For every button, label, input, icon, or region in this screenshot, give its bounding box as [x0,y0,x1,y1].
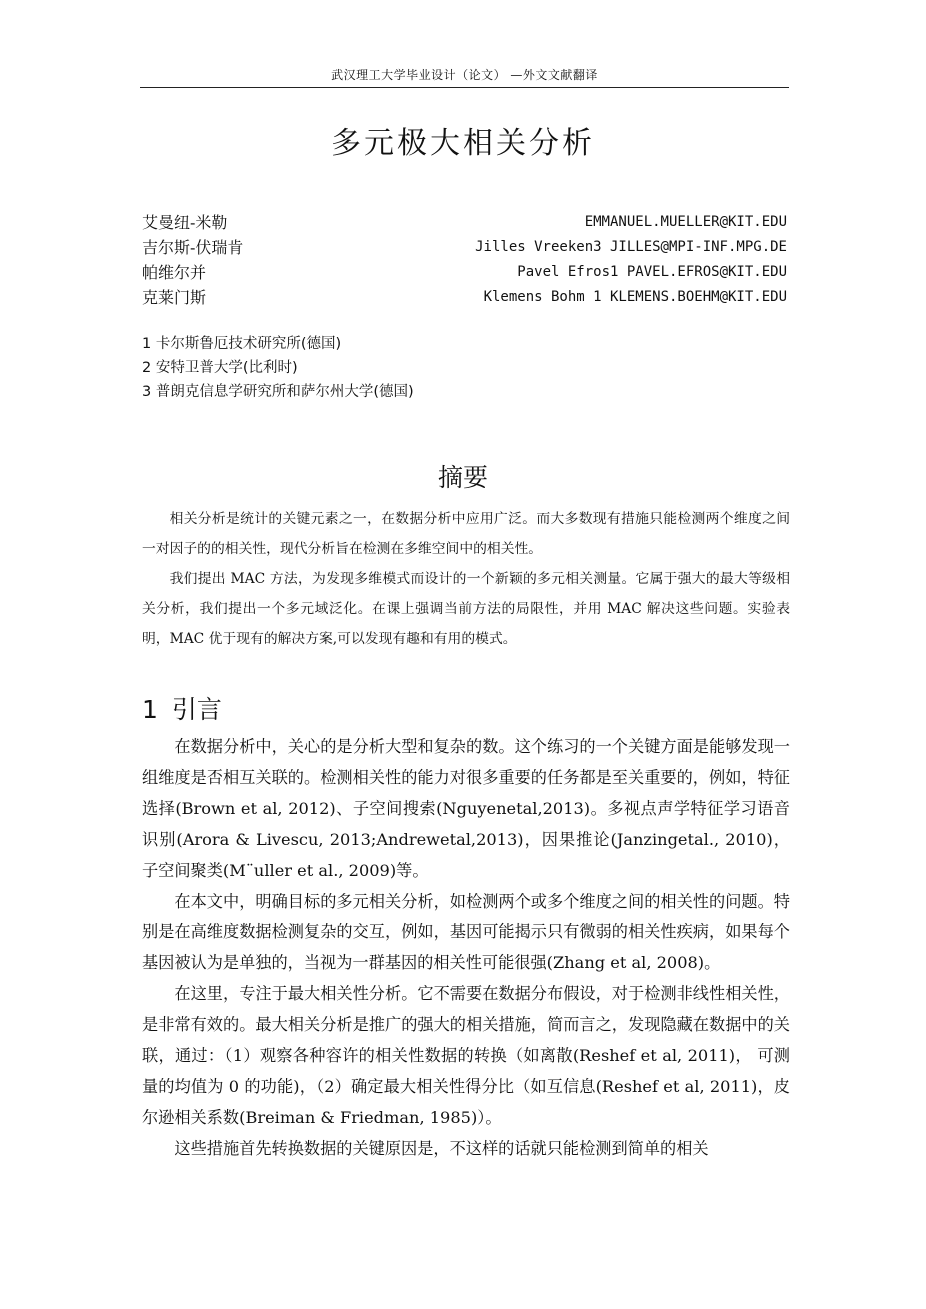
author-email: Klemens Bohm 1 KLEMENS.BOEHM@KIT.EDU [483,289,787,305]
affiliation-item: 2 安特卫普大学(比利时) [142,360,298,376]
author-name: 帕维尔并 [142,263,207,282]
affiliations [142,332,414,404]
author-email: Pavel Efros1 PAVEL.EFROS@KIT.EDU [517,264,787,280]
author-email: EMMANUEL.MUELLER@KIT.EDU [584,214,787,230]
affiliation-item: 1 卡尔斯鲁厄技术研究所(德国) [142,336,342,352]
body-paragraph: 在这里，专注于最大相关性分析。它不需要在数据分布假设，对于检测非线性相关性，是非常有效的。最大相关分析是推广的强大的相关措施，简而言之，发现隐藏在数据中的关联，通过：（1）观察各种容许的相关性数据的转换（如离散(Reshef et al, 2011)， 可测量的均值为 0 的功能)，（2）确定最大相关性得分比（如互信息(Reshef et al, 2011)，皮尔逊相关系数(Breiman & Friedman, 1985)）。 [142,984,790,1127]
section-body [142,732,790,1165]
section-title: 引言 [171,695,222,724]
author-name: 克莱门斯 [142,288,207,307]
author-name: 艾曼纽-米勒 [142,213,228,232]
author-email: Jilles Vreeken3 JILLES@MPI-INF.MPG.DE [475,239,787,255]
body-paragraph: 这些措施首先转换数据的关键原因是，不这样的话就只能检测到简单的相关 [174,1138,709,1158]
author-name: 吉尔斯-伏瑞肯 [142,238,244,257]
author-block [142,210,787,310]
author-row [142,285,787,310]
body-paragraph: 在本文中，明确目标的多元相关分析，如检测两个或多个维度之间的相关性的问题。特别是在高维度数据检测复杂的交互，例如，基因可能揭示只有微弱的相关性疾病，如果每个基因被认为是单独的，当视为一群基因的相关性可能很强(Zhang et al, 2008)。 [142,891,790,973]
section-number: 1 [142,695,158,724]
author-row [142,235,787,260]
affiliation-item: 3 普朗克信息学研究所和萨尔州大学(德国) [142,384,414,400]
abstract-heading: 摘要 [437,463,488,492]
abstract-paragraph: 我们提出 MAC 方法，为发现多维模式而设计的一个新颖的多元相关测量。它属于强大的最大等级相关分析，我们提出一个多元域泛化。在课上强调当前方法的局限性，并用 MAC 解决这些问题。实验表明，MAC 优于现有的解决方案,可以发现有趣和有用的模式。 [142,571,790,647]
paper-title: 多元极大相关分析 [331,126,595,161]
abstract-body [142,504,790,654]
section-heading [142,690,222,726]
body-paragraph: 在数据分析中，关心的是分析大型和复杂的数。这个练习的一个关键方面是能够发现一组维度是否相互关联的。检测相关性的能力对很多重要的任务都是至关重要的，例如，特征选择(Brown et al, 2012)、子空间搜索(Nguyenetal,2013)。多视点声学特征学习语音识别(Arora & Livescu, 2013;Andrewetal,2013)，因果推论(Janzingetal., 2010)，子空间聚类(M¨uller et al., 2009)等。 [142,737,790,880]
author-row [142,210,787,235]
running-header: 武汉理工大学毕业设计（论文） —外文文献翻译 [140,66,789,88]
abstract-paragraph: 相关分析是统计的关键元素之一，在数据分析中应用广泛。而大多数现有措施只能检测两个维度之间一对因子的的相关性，现代分析旨在检测在多维空间中的相关性。 [142,511,790,557]
author-row [142,260,787,285]
